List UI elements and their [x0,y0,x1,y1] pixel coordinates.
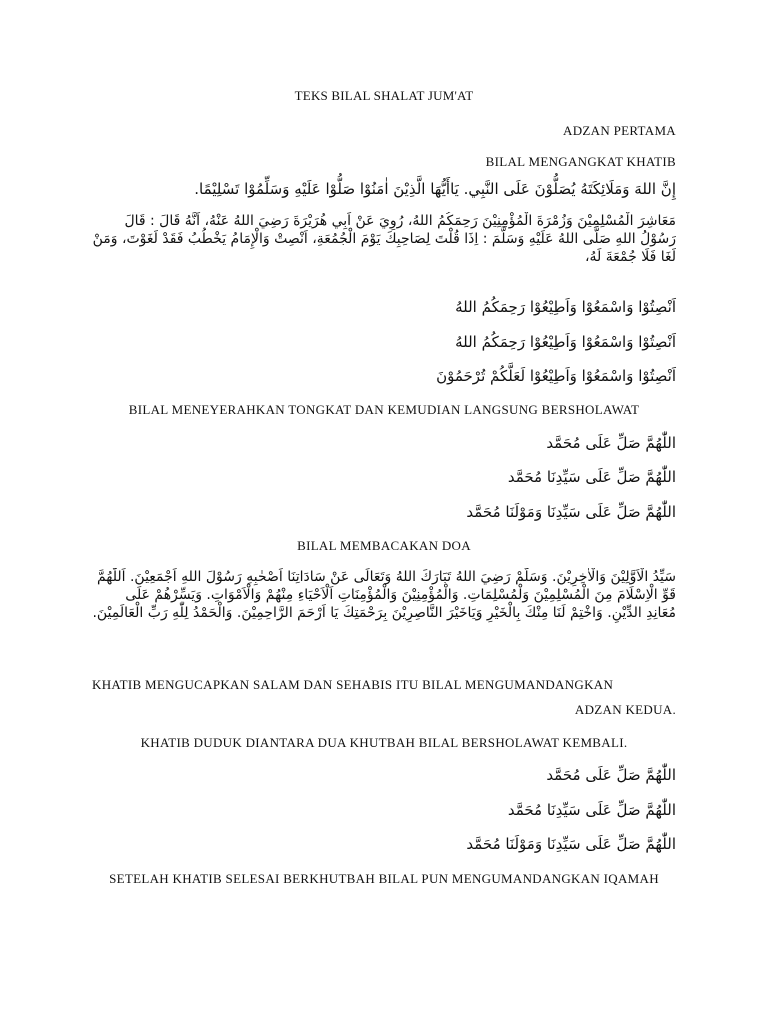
arabic-shalawat-a2: اللّٰهُمَّ صَلِّ عَلَى سَيِّدِنَا مُحَمَّد [507,468,676,486]
arabic-shalawat-a3: اللّٰهُمَّ صَلِّ عَلَى سَيِّدِنَا وَمَوْلَنَا مُحَمَّد [466,503,676,521]
heading-setelah-khatib-iqamah: SETELAH KHATIB SELESAI BERKHUTBAH BILAL PUN MENGUMANDANGKAN IQAMAH [109,871,659,886]
heading-adzan-pertama: ADZAN PERTAMA [563,123,676,138]
arabic-shalawat-a1: اللّٰهُمَّ صَلِّ عَلَى مُحَمَّد [546,434,676,452]
heading-khatib-duduk: KHATIB DUDUK DIANTARA DUA KHUTBAH BILAL BERSHOLAWAT KEMBALI. [140,735,628,750]
arabic-ayat-shalawat: إِنَّ اللهَ وَمَلَائِكَتَهُ يُصَلُّوْنَ عَلَى النَّبِي. يَاأَيُّهَا الَّذِيْنَ اٰمَنُوْا صَلُّوْا عَلَيْهِ وَسَلِّمُوْا تَسْلِيْمًا. [194,180,676,198]
arabic-doa-block: سَيِّدُ الْاَوَّلِيْنَ وَالْاٰخِرِيْنَ. وَسَلَّمْ رَضِيَ اللهُ تَبَارَكَ اللهُ وَتَعَالَى عَنْ سَادَاتِنَا اَصْحٰبِهِ رَسُوْلَ اللهِ اَجْمَعِيْنَ. اَللّٰهُمَّ قَوِّ الْاِسْلَامَ مِنَ الْمُسْلِمِيْنَ وَلْمُسْلِمَاتِ. وَالْمُؤْمِنِيْنَ وَالْمُؤْمِنَاتِ اَلْاَحْيَاءِ مِنْهُمْ وَالْاَمْوَاتِ. وَيَسِّرْهُمْ عَلَى مُعَانِدِ الدِّيْنِ. وَاخْتِمْ لَنَا مِنْكَ بِالْخَيْرِ وَيَاخَيْرَ النَّاصِرِيْنَ بِرَحْمَتِكَ يَا اَرْحَمَ الرَّاحِمِيْنَ. وَالْحَمْدُ لِلّٰهِ رَبِّ الْعَالَمِيْنَ. [92,569,676,621]
heading-khatib-salam-line1: KHATIB MENGUCAPKAN SALAM DAN SEHABIS ITU BILAL MENGUMANDANGKAN [92,677,614,692]
arabic-ansitu-2: اَنْصِتُوْا وَاسْمَعُوْا وَاَطِيْعُوْا رَحِمَكُمُ اللهُ [455,333,676,351]
arabic-ansitu-1: اَنْصِتُوْا وَاسْمَعُوْا وَاَطِيْعُوْا رَحِمَكُمُ اللهُ [455,298,676,316]
arabic-shalawat-b1: اللّٰهُمَّ صَلِّ عَلَى مُحَمَّد [546,766,676,784]
document-page [92,0,676,1024]
arabic-ansitu-3: اَنْصِتُوْا وَاسْمَعُوْا وَاَطِيْعُوْا لَعَلَّكُمْ تُرْحَمُوْنَ [436,367,676,385]
heading-bilal-membacakan-doa: BILAL MEMBACAKAN DOA [297,538,471,553]
arabic-shalawat-b2: اللّٰهُمَّ صَلِّ عَلَى سَيِّدِنَا مُحَمَّد [507,801,676,819]
arabic-hadits-block: مَعَاشِرَ الْمُسْلِمِيْنَ وَزُمْرَةَ الْمُؤْمِنِيْنَ رَحِمَكُمُ اللهُ، رُوِيَ عَنْ اَبِي هُرَيْرَةَ رَضِيَ اللهُ عَنْهُ، اَنَّهُ قَالَ : قَالَ رَسُوْلُ اللهِ صَلَّى اللهُ عَلَيْهِ وَسَلَّمَ : اِذَا قُلْتَ لِصَاحِبِكَ يَوْمَ الْجُمُعَةِ، اَنْصِتْ وَالْإِمَامُ يَخْطُبُ فَقَدْ لَغَوْتَ، وَمَنْ لَغَا فَلَا جُمْعَةَ لَهُ، [92,213,676,265]
heading-bilal-mengangkat-khatib: BILAL MENGANGKAT KHATIB [485,154,676,169]
arabic-shalawat-b3: اللّٰهُمَّ صَلِّ عَلَى سَيِّدِنَا وَمَوْلَنَا مُحَمَّد [466,835,676,853]
heading-khatib-salam-line2: ADZAN KEDUA. [574,702,676,717]
heading-bilal-menyerahkan-tongkat: BILAL MENEYERAHKAN TONGKAT DAN KEMUDIAN LANGSUNG BERSHOLAWAT [128,402,640,417]
document-title: TEKS BILAL SHALAT JUM'AT [294,88,474,103]
